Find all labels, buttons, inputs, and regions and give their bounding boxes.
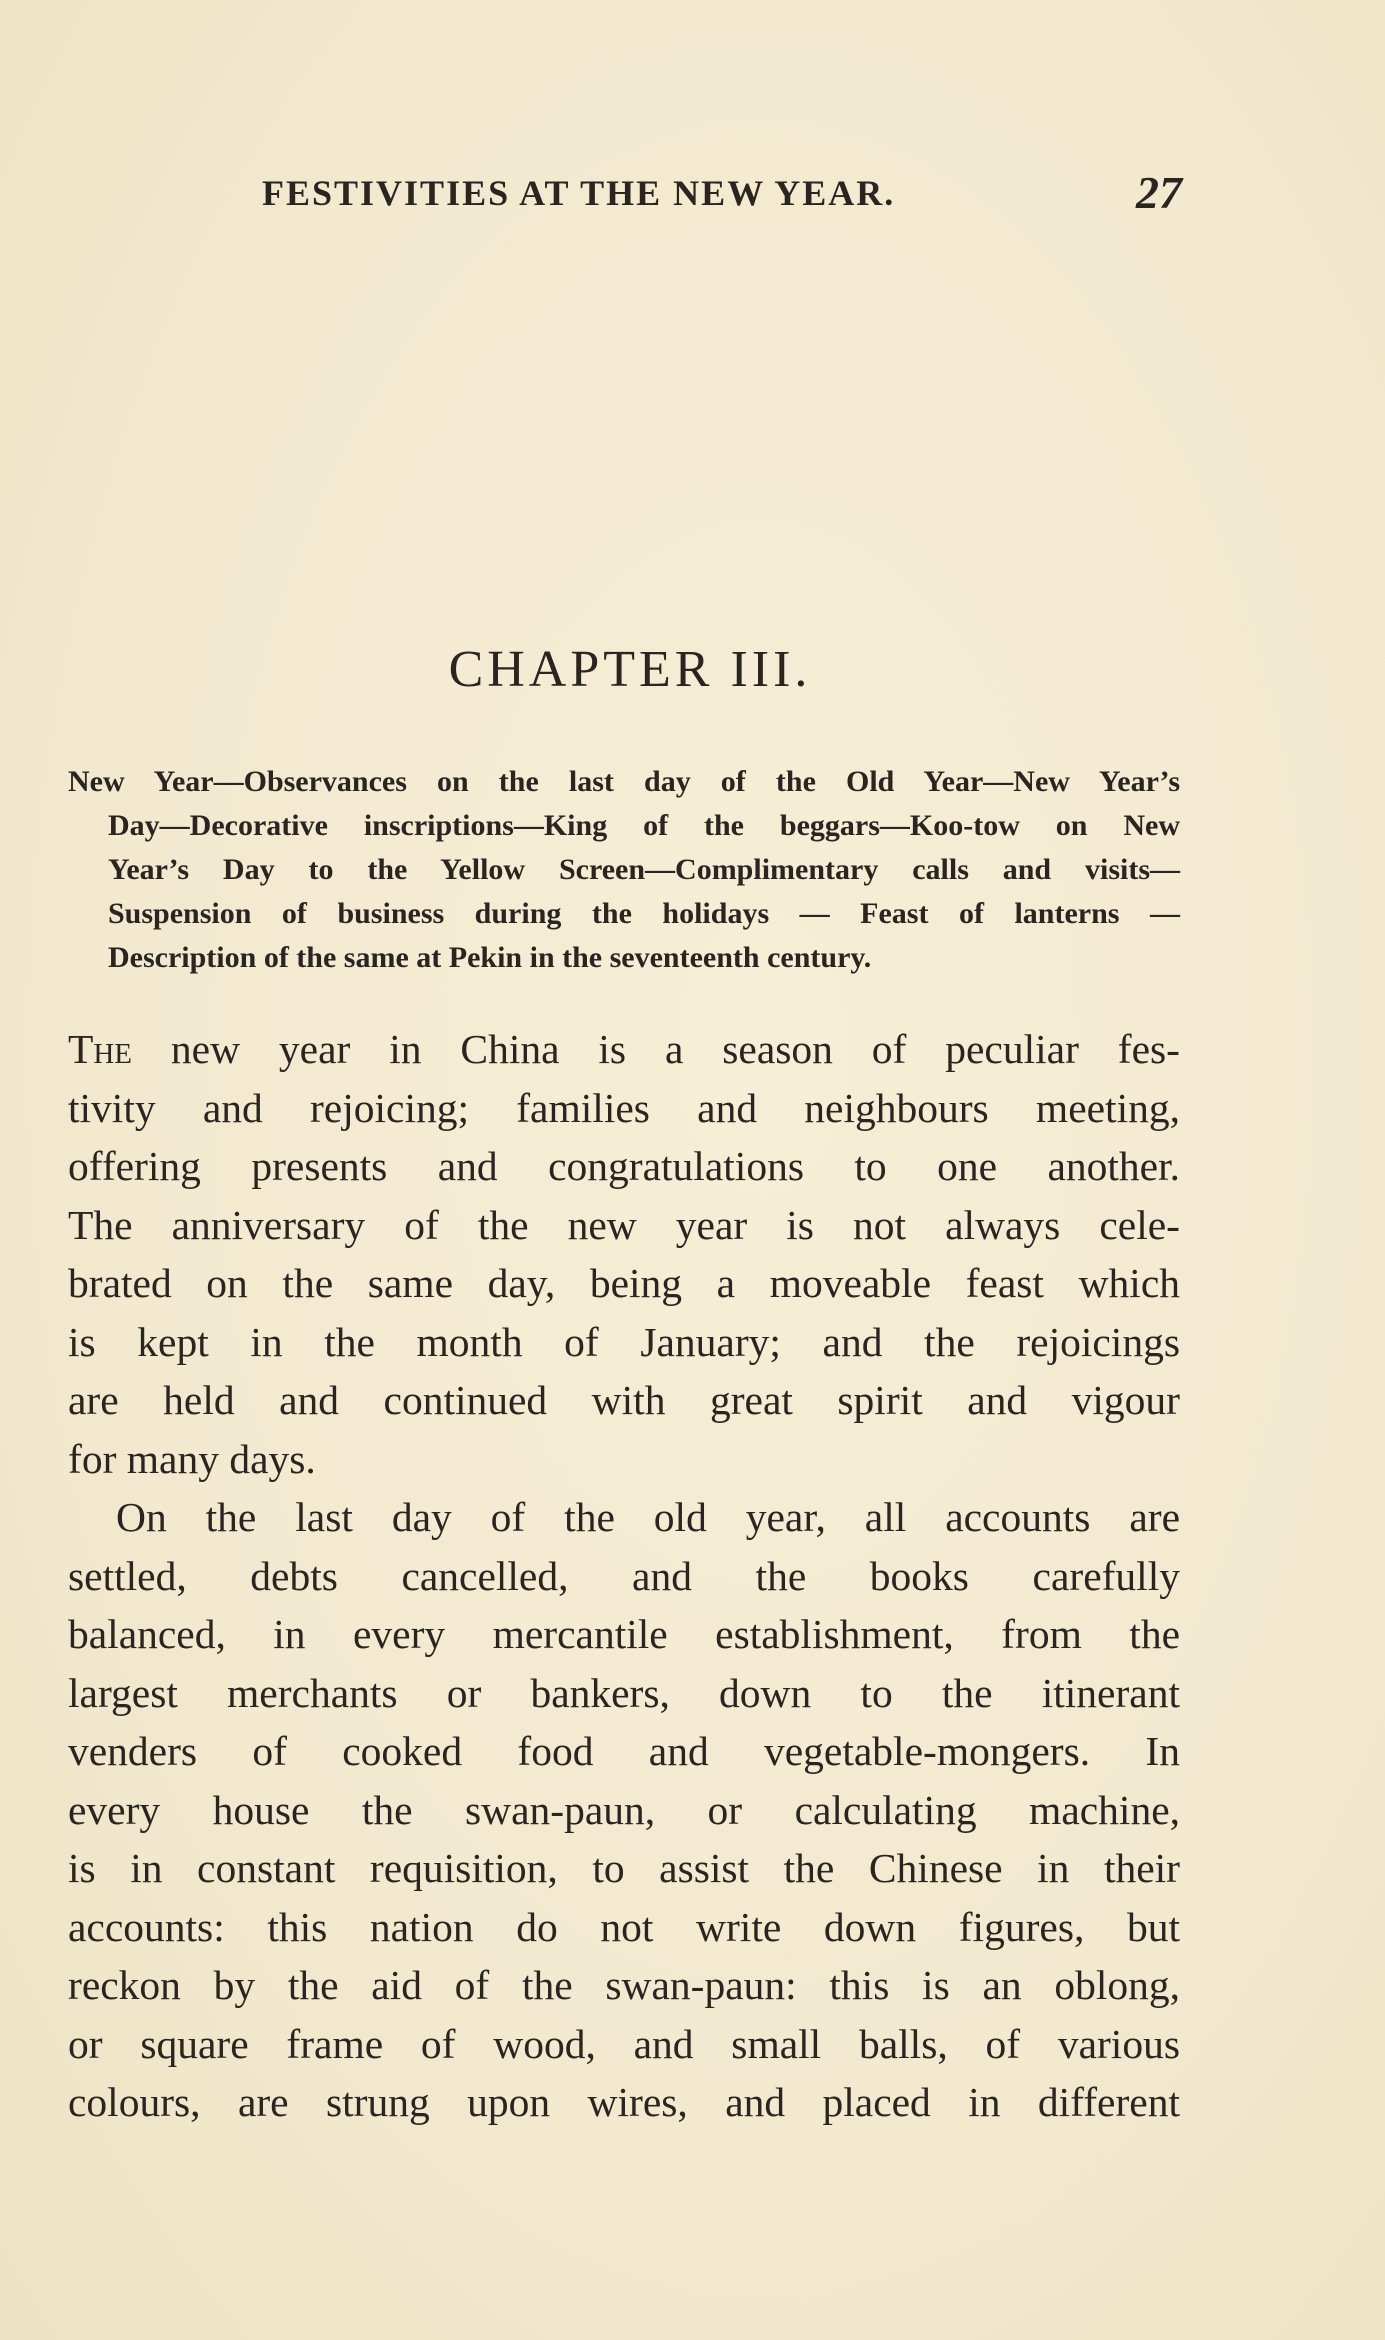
body-line: The anniversary of the new year is not always cele- bbox=[68, 1201, 1180, 1248]
summary-line: Year’s Day to the Yellow Screen—Complimentary calls and visits— bbox=[108, 853, 1180, 886]
summary-line: Day—Decorative inscriptions—King of the beggars—Koo-tow on New bbox=[108, 809, 1180, 842]
body-line: tivity and rejoicing; families and neighbours meeting, bbox=[68, 1084, 1180, 1131]
summary-line: Description of the same at Pekin in the seventeenth century. bbox=[108, 941, 872, 974]
body-line: are held and continued with great spirit and vigour bbox=[68, 1377, 1180, 1423]
body-line bbox=[68, 1020, 1180, 1079]
body-line: venders of cooked food and vegetable-mongers. In bbox=[68, 1728, 1180, 1774]
running-head bbox=[262, 167, 1182, 222]
page-number: 27 bbox=[1136, 167, 1182, 218]
body-line: accounts: this nation do not write down figures, but bbox=[68, 1903, 1180, 1950]
body-line: largest merchants or bankers, down to the itinerant bbox=[68, 1669, 1180, 1716]
body-line: every house the swan-paun, or calculating machine, bbox=[68, 1786, 1180, 1833]
body-line: for many days. bbox=[68, 1435, 316, 1482]
body-text bbox=[68, 1020, 1180, 2132]
body-line-text: new year in China is a season of peculiar fes- bbox=[132, 1026, 1180, 1072]
running-title: FESTIVITIES AT THE NEW YEAR. bbox=[262, 173, 896, 213]
body-line: colours, are strung upon wires, and placed in different bbox=[68, 2079, 1180, 2125]
summary-line: New Year—Observances on the last day of the Old Year—New Year’s bbox=[68, 765, 1180, 798]
body-line: settled, debts cancelled, and the books carefully bbox=[68, 1552, 1180, 1599]
body-line: brated on the same day, being a moveable feast which bbox=[68, 1260, 1180, 1306]
body-line: is in constant requisition, to assist the Chinese in their bbox=[68, 1845, 1180, 1891]
body-line: or square frame of wood, and small balls, of various bbox=[68, 2020, 1180, 2067]
body-line: offering presents and congratulations to one another. bbox=[68, 1143, 1180, 1189]
first-word: The bbox=[68, 1026, 133, 1072]
chapter-summary bbox=[68, 760, 1180, 980]
chapter-title: CHAPTER III. bbox=[448, 641, 812, 698]
summary-line: Suspension of business during the holidays — Feast of lanterns — bbox=[108, 897, 1180, 930]
body-line: is kept in the month of January; and the rejoicings bbox=[68, 1318, 1180, 1365]
body-line: On the last day of the old year, all accounts are bbox=[116, 1494, 1180, 1540]
body-line: reckon by the aid of the swan-paun: this is an oblong, bbox=[68, 1962, 1180, 2008]
body-line: balanced, in every mercantile establishment, from the bbox=[68, 1611, 1180, 1657]
